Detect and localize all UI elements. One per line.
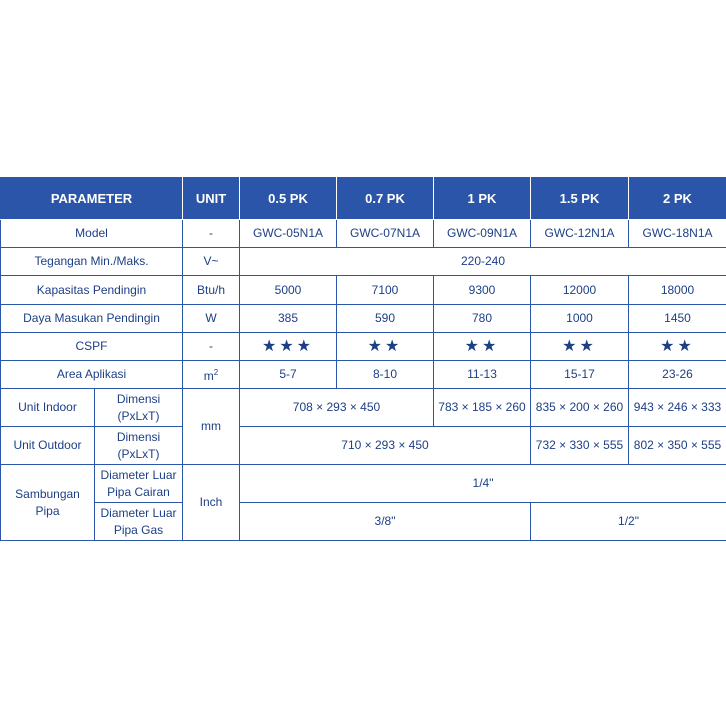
star-icon: ★★ — [660, 337, 695, 355]
value-cell: 23-26 — [629, 361, 726, 389]
unit-cell — [183, 361, 240, 389]
row-pipe-gas — [1, 503, 726, 541]
value-cell: 732 × 330 × 555 — [531, 427, 629, 465]
row-indoor — [1, 389, 726, 427]
sub-param-label — [95, 465, 183, 503]
unit-cell: Btu/h — [183, 276, 240, 305]
value-cell: 3/8" — [240, 503, 531, 541]
value-cell: 385 — [240, 305, 337, 333]
value-cell: 220-240 — [240, 248, 726, 276]
row-power — [1, 305, 726, 333]
row-model — [1, 220, 726, 248]
value-cell: 802 × 350 × 555 — [629, 427, 726, 465]
header-model-07: 0.7 PK — [337, 178, 434, 220]
value-cell: 1/2" — [531, 503, 726, 541]
sub-param-label — [95, 427, 183, 465]
header-unit: UNIT — [183, 178, 240, 220]
row-pipe-liquid — [1, 465, 726, 503]
spec-table — [0, 177, 726, 541]
value-cell: 708 × 293 × 450 — [240, 389, 434, 427]
param-label: Unit Outdoor — [1, 427, 95, 465]
unit-cell: mm — [183, 389, 240, 465]
param-label-line: Sambungan — [15, 486, 80, 501]
row-area — [1, 361, 726, 389]
param-label — [1, 465, 95, 541]
value-cell: 8-10 — [337, 361, 434, 389]
value-cell: GWC-18N1A — [629, 220, 726, 248]
unit-cell: - — [183, 333, 240, 361]
unit-cell: - — [183, 220, 240, 248]
value-cell: 943 × 246 × 333 — [629, 389, 726, 427]
param-label: Kapasitas Pendingin — [1, 276, 183, 305]
param-label: CSPF — [1, 333, 183, 361]
row-cspf — [1, 333, 726, 361]
value-cell: 835 × 200 × 260 — [531, 389, 629, 427]
value-cell: 15-17 — [531, 361, 629, 389]
header-row — [1, 178, 726, 220]
value-cell: GWC-05N1A — [240, 220, 337, 248]
star-rating — [629, 333, 726, 361]
star-icon: ★★ — [367, 337, 403, 355]
value-cell: 7100 — [337, 276, 434, 305]
value-cell: 780 — [434, 305, 531, 333]
unit-cell: V~ — [183, 248, 240, 276]
star-icon: ★★★ — [261, 337, 315, 355]
param-label-line: Pipa — [35, 503, 60, 518]
param-label: Area Aplikasi — [1, 361, 183, 389]
header-model-05: 0.5 PK — [240, 178, 337, 220]
star-rating — [337, 333, 434, 361]
unit-text: m — [203, 369, 214, 383]
sub-param-line: (PxLxT) — [117, 446, 160, 461]
sub-param-line: Dimensi — [116, 391, 161, 406]
value-cell: 1000 — [531, 305, 629, 333]
param-label: Unit Indoor — [1, 389, 95, 427]
param-label: Daya Masukan Pendingin — [1, 305, 183, 333]
star-rating — [240, 333, 337, 361]
sub-param-label — [95, 503, 183, 541]
header-model-1: 1 PK — [434, 178, 531, 220]
value-cell: 1450 — [629, 305, 726, 333]
value-cell: 783 × 185 × 260 — [434, 389, 531, 427]
value-cell: 710 × 293 × 450 — [240, 427, 531, 465]
row-outdoor — [1, 427, 726, 465]
value-cell: 12000 — [531, 276, 629, 305]
header-parameter: PARAMETER — [1, 178, 183, 220]
sub-param-line: Diameter Luar — [100, 505, 177, 520]
value-cell: GWC-12N1A — [531, 220, 629, 248]
value-cell: GWC-07N1A — [337, 220, 434, 248]
star-rating — [531, 333, 629, 361]
unit-cell: W — [183, 305, 240, 333]
param-label: Tegangan Min./Maks. — [1, 248, 183, 276]
sub-param-line: Diameter Luar — [100, 467, 177, 482]
header-model-2: 2 PK — [629, 178, 726, 220]
star-rating — [434, 333, 531, 361]
star-icon: ★★ — [562, 337, 597, 355]
sub-param-line: Dimensi — [116, 429, 161, 444]
value-cell: 590 — [337, 305, 434, 333]
unit-superscript: 2 — [213, 368, 219, 377]
value-cell: 9300 — [434, 276, 531, 305]
header-model-15: 1.5 PK — [531, 178, 629, 220]
sub-param-line: (PxLxT) — [117, 408, 160, 423]
value-cell: 18000 — [629, 276, 726, 305]
sub-param-line: Pipa Cairan — [107, 484, 170, 499]
row-capacity — [1, 276, 726, 305]
star-icon: ★★ — [464, 337, 500, 355]
param-label: Model — [1, 220, 183, 248]
value-cell: 11-13 — [434, 361, 531, 389]
value-cell: 5-7 — [240, 361, 337, 389]
value-cell: 5000 — [240, 276, 337, 305]
value-cell: GWC-09N1A — [434, 220, 531, 248]
sub-param-line: Pipa Gas — [113, 522, 164, 537]
value-cell: 1/4" — [240, 465, 726, 503]
row-voltage — [1, 248, 726, 276]
unit-cell: Inch — [183, 465, 240, 541]
sub-param-label — [95, 389, 183, 427]
